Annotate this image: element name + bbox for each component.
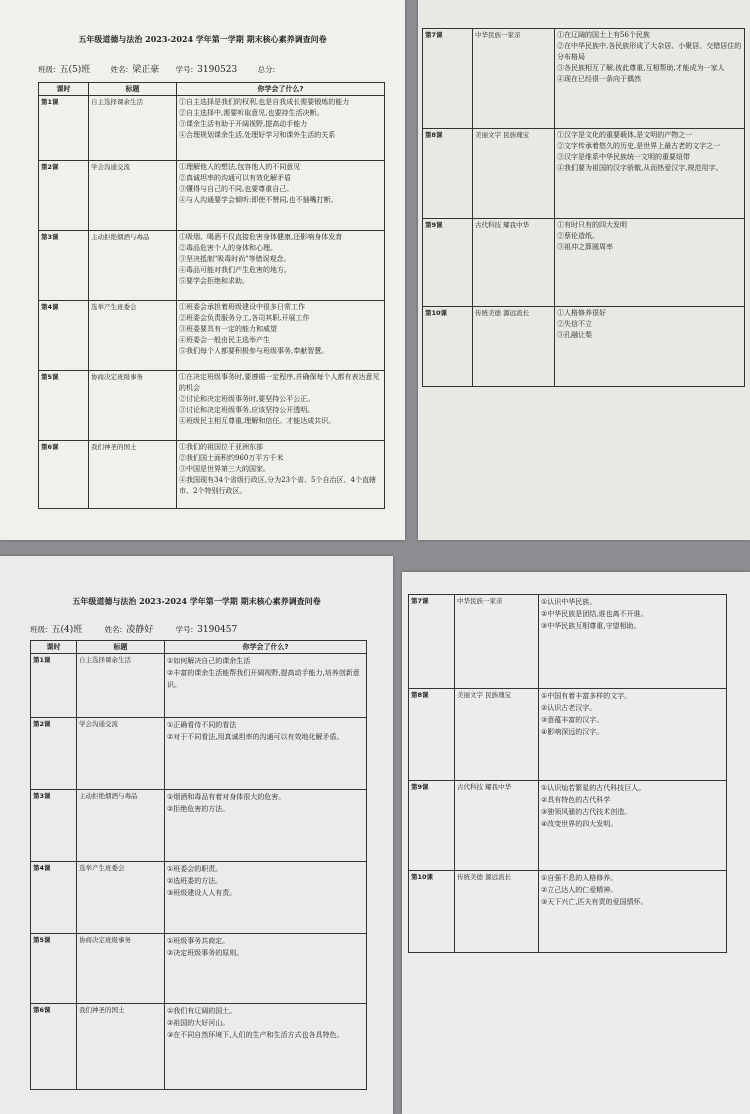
table-row: 第10课 传统美德 源远流长 ①人格修养很好 ②失信不立 ③孔融让梨 bbox=[423, 307, 745, 387]
name-value: 梁正豪 bbox=[132, 65, 160, 75]
survey-sheet-3 bbox=[0, 556, 393, 1114]
table-header: 课时 标题 你学会了什么? bbox=[39, 83, 385, 96]
survey-sheet-1 bbox=[0, 0, 405, 540]
answer-cell: ①我们的祖国位于亚洲东部 ②我们国土面积约960万平方千米 ③中国是世界第三大的国家。 ④我国现有34个省级行政区,分为23个省、5个自治区、4个直辖市、2个特别行政区。 bbox=[177, 441, 385, 509]
survey-table bbox=[30, 640, 367, 1090]
answer-cell: ①自强不息的人格修养。 ②立己达人的仁爱精神。 ③天下兴亡,匹夫有责的爱国情怀。 bbox=[539, 871, 727, 953]
sheet-title: 五年级道德与法治 2023-2024 学年第一学期 期末核心素养调查问卷 bbox=[72, 596, 321, 606]
answer-cell: ①我们有辽阔的国土。 ②祖国的大好河山。 ③在不同自然环境下,人们的生产和生活方式也各具特色。 bbox=[165, 1004, 367, 1090]
sheet-title: 五年级道德与法治 2023-2024 学年第一学期 期末核心素养调查问卷 bbox=[78, 34, 327, 44]
answer-cell: ①人格修养很好 ②失信不立 ③孔融让梨 bbox=[555, 307, 745, 387]
answer-cell: ①班级事务共商定。 ②决定班级事务的原则。 bbox=[165, 934, 367, 1004]
student-info: 班级: 五(5)班 姓名: 梁正豪 学号: 3190523 总分: bbox=[38, 65, 276, 75]
table-row: 第4课 选举产生班委会 ①班委会承担着班级建设中很多日常工作 ②班委会负责服务分工,各司其职,开展工作 ③班委要具有一定的能力和威望 ④班委会一般由民主选举产生 ⑤我们每个人都要积极参与班级事务,奉献智慧。 bbox=[39, 301, 385, 371]
table-row: 第2课 学会沟通交流 ①理解他人的想法,包容他人的不同意见 ②真诚坦率的沟通可以有效化解矛盾 ③懂得与自己的不同,也要尊重自己。 ④与人沟通要学会倾听:即使不赞同,也不插嘴打断。 bbox=[39, 161, 385, 231]
table-row: 第1课 自主选择课余生活 ①自主选择是我们的权利,也是自我成长需要锻炼的能力 ②自主选择中,需要听取意见,也要持生活决断。 ③课余生活有助于开阔视野,提高动手能力 ④合理规划课余生活,处理好学习和课外生活的关系 bbox=[39, 96, 385, 161]
table-row: 第6课 我们神圣的国土 ①我们有辽阔的国土。 ②祖国的大好河山。 ③在不同自然环境下,人们的生产和生活方式也各具特色。 bbox=[31, 1004, 367, 1090]
answer-cell: ①自主选择是我们的权利,也是自我成长需要锻炼的能力 ②自主选择中,需要听取意见,也要持生活决断。 ③课余生活有助于开阔视野,提高动手能力 ④合理规划课余生活,处理好学习和课外生活的关系 bbox=[177, 96, 385, 161]
table-row: 第5课 协商决定班级事务 ①班级事务共商定。 ②决定班级事务的原则。 bbox=[31, 934, 367, 1004]
answer-cell: ①汉字是文化的重要载体,是文明的产物之一 ②文字传承着悠久的历史,是世界上最古老的文字之一 ③汉字是维系中华民族统一文明的重要纽带 ④我们要为祖国的汉字骄傲,从而热爱汉字,规范用字。 bbox=[555, 129, 745, 219]
answer-cell: ①在辽阔的国土上有56个民族 ②在中华民族中,各民族形成了大杂居、小聚居、交错居住的分布格局 ③各民族相互了解,彼此尊重,互相帮助,才能成为一家人 ④现在已经很一条向于偶然 bbox=[555, 29, 745, 129]
table-row: 第1课 自主选择课余生活 ①如何解决自己的课余生活 ②丰富的课余生活能帮我们开阔视野,提高动手能力,培养创新意识。 bbox=[31, 654, 367, 718]
name-value: 凌静好 bbox=[126, 625, 154, 635]
table-row: 第7课 中华民族一家亲 ①认识中华民族。 ②中华民族是团结,谁也离不开谁。 ③中华民族互相尊重,守望相助。 bbox=[409, 595, 727, 689]
table-row: 第6课 我们神圣的国土 ①我们的祖国位于亚洲东部 ②我们国土面积约960万平方千米 ③中国是世界第三大的国家。 ④我国现有34个省级行政区,分为23个省、5个自治区、4个直辖市、2个特别行政区。 bbox=[39, 441, 385, 509]
class-value: 五(5)班 bbox=[59, 65, 91, 75]
answer-cell: ①正确看待不同的看法 ②对于不同看法,用真诚坦率的沟通可以有效地化解矛盾。 bbox=[165, 718, 367, 790]
survey-sheet-2 bbox=[418, 0, 750, 540]
table-row: 第10课 传统美德 源远流长 ①自强不息的人格修养。 ②立己达人的仁爱精神。 ③天下兴亡,匹夫有责的爱国情怀。 bbox=[409, 871, 727, 953]
table-header: 课时 标题 你学会了什么? bbox=[31, 641, 367, 654]
id-value: 3190523 bbox=[197, 65, 238, 75]
table-row: 第8课 美丽文字 民族瑰宝 ①汉字是文化的重要载体,是文明的产物之一 ②文字传承着悠久的历史,是世界上最古老的文字之一 ③汉字是维系中华民族统一文明的重要纽带 ④我们要为祖国的汉字骄傲,从而热爱汉字,规范用字。 bbox=[423, 129, 745, 219]
survey-sheet-4 bbox=[402, 572, 750, 1114]
table-row: 第7课 中华民族一家亲 ①在辽阔的国土上有56个民族 ②在中华民族中,各民族形成了大杂居、小聚居、交错居住的分布格局 ③各民族相互了解,彼此尊重,互相帮助,才能成为一家人 ④现在已经很一条向于偶然 bbox=[423, 29, 745, 129]
answer-cell: ①在决定班级事务时,要遵循一定程序,并确保每个人都有表达意见的机会 ②讨论和决定班级事务时,要坚持公平公正。 ③讨论和决定班级事务,应该坚持公开透明。 ④班级民主相互尊重,理解和信任。才能达成共识。 bbox=[177, 371, 385, 441]
answer-cell: ①班委会的职责。 ②选班委的方法。 ③班级建设人人有责。 bbox=[165, 862, 367, 934]
table-row: 第3课 主动拒绝烟酒与毒品 ①吸烟、喝酒不仅直接危害身体健康,还影响身体发育 ②毒品危害个人的身体和心理。 ③坚决抵制"吸毒时尚"等错误观念。 ④毒品可能对我们产生危害的地方。 ⑤要学会拒绝和求助。 bbox=[39, 231, 385, 301]
answer-cell: ①认识灿若繁星的古代科技巨人。 ②具有特色的古代科学 ③独领风骚的古代技术创造。 ④改变世界的四大发明。 bbox=[539, 781, 727, 871]
survey-table bbox=[422, 28, 745, 387]
answer-cell: ①中国有着丰富多样的文字。 ②认识古老汉字。 ③意蕴丰富的汉字。 ④影响深远的汉字。 bbox=[539, 689, 727, 781]
answer-cell: ①如何解决自己的课余生活 ②丰富的课余生活能帮我们开阔视野,提高动手能力,培养创新意识。 bbox=[165, 654, 367, 718]
class-value: 五(4)班 bbox=[51, 625, 83, 635]
table-row: 第4课 选举产生班委会 ①班委会的职责。 ②选班委的方法。 ③班级建设人人有责。 bbox=[31, 862, 367, 934]
table-row: 第5课 协商决定班级事务 ①在决定班级事务时,要遵循一定程序,并确保每个人都有表达意见的机会 ②讨论和决定班级事务时,要坚持公平公正。 ③讨论和决定班级事务,应该坚持公开透明。 ④班级民主相互尊重,理解和信任。才能达成共识。 bbox=[39, 371, 385, 441]
answer-cell: ①认识中华民族。 ②中华民族是团结,谁也离不开谁。 ③中华民族互相尊重,守望相助。 bbox=[539, 595, 727, 689]
table-row: 第8课 美丽文字 民族瑰宝 ①中国有着丰富多样的文字。 ②认识古老汉字。 ③意蕴丰富的汉字。 ④影响深远的汉字。 bbox=[409, 689, 727, 781]
table-row: 第3课 主动拒绝烟酒与毒品 ①烟酒和毒品有着对身体很大的危害。 ②拒绝危害的方法。 bbox=[31, 790, 367, 862]
answer-cell: ①有时只有的四大发明 ②蔡伦造纸。 ③祖冲之算圆周率 bbox=[555, 219, 745, 307]
answer-cell: ①吸烟、喝酒不仅直接危害身体健康,还影响身体发育 ②毒品危害个人的身体和心理。 ③坚决抵制"吸毒时尚"等错误观念。 ④毒品可能对我们产生危害的地方。 ⑤要学会拒绝和求助。 bbox=[177, 231, 385, 301]
student-info: 班级: 五(4)班 姓名: 凌静好 学号: 3190457 bbox=[30, 625, 238, 635]
answer-cell: ①班委会承担着班级建设中很多日常工作 ②班委会负责服务分工,各司其职,开展工作 ③班委要具有一定的能力和威望 ④班委会一般由民主选举产生 ⑤我们每个人都要积极参与班级事务,奉献智慧。 bbox=[177, 301, 385, 371]
survey-table bbox=[38, 82, 385, 509]
id-value: 3190457 bbox=[197, 625, 238, 635]
table-row: 第9课 古代科技 耀我中华 ①认识灿若繁星的古代科技巨人。 ②具有特色的古代科学 ③独领风骚的古代技术创造。 ④改变世界的四大发明。 bbox=[409, 781, 727, 871]
survey-table bbox=[408, 594, 727, 953]
table-row: 第2课 学会沟通交流 ①正确看待不同的看法 ②对于不同看法,用真诚坦率的沟通可以有效地化解矛盾。 bbox=[31, 718, 367, 790]
answer-cell: ①烟酒和毒品有着对身体很大的危害。 ②拒绝危害的方法。 bbox=[165, 790, 367, 862]
table-row: 第9课 古代科技 耀我中华 ①有时只有的四大发明 ②蔡伦造纸。 ③祖冲之算圆周率 bbox=[423, 219, 745, 307]
answer-cell: ①理解他人的想法,包容他人的不同意见 ②真诚坦率的沟通可以有效化解矛盾 ③懂得与自己的不同,也要尊重自己。 ④与人沟通要学会倾听:即使不赞同,也不插嘴打断。 bbox=[177, 161, 385, 231]
